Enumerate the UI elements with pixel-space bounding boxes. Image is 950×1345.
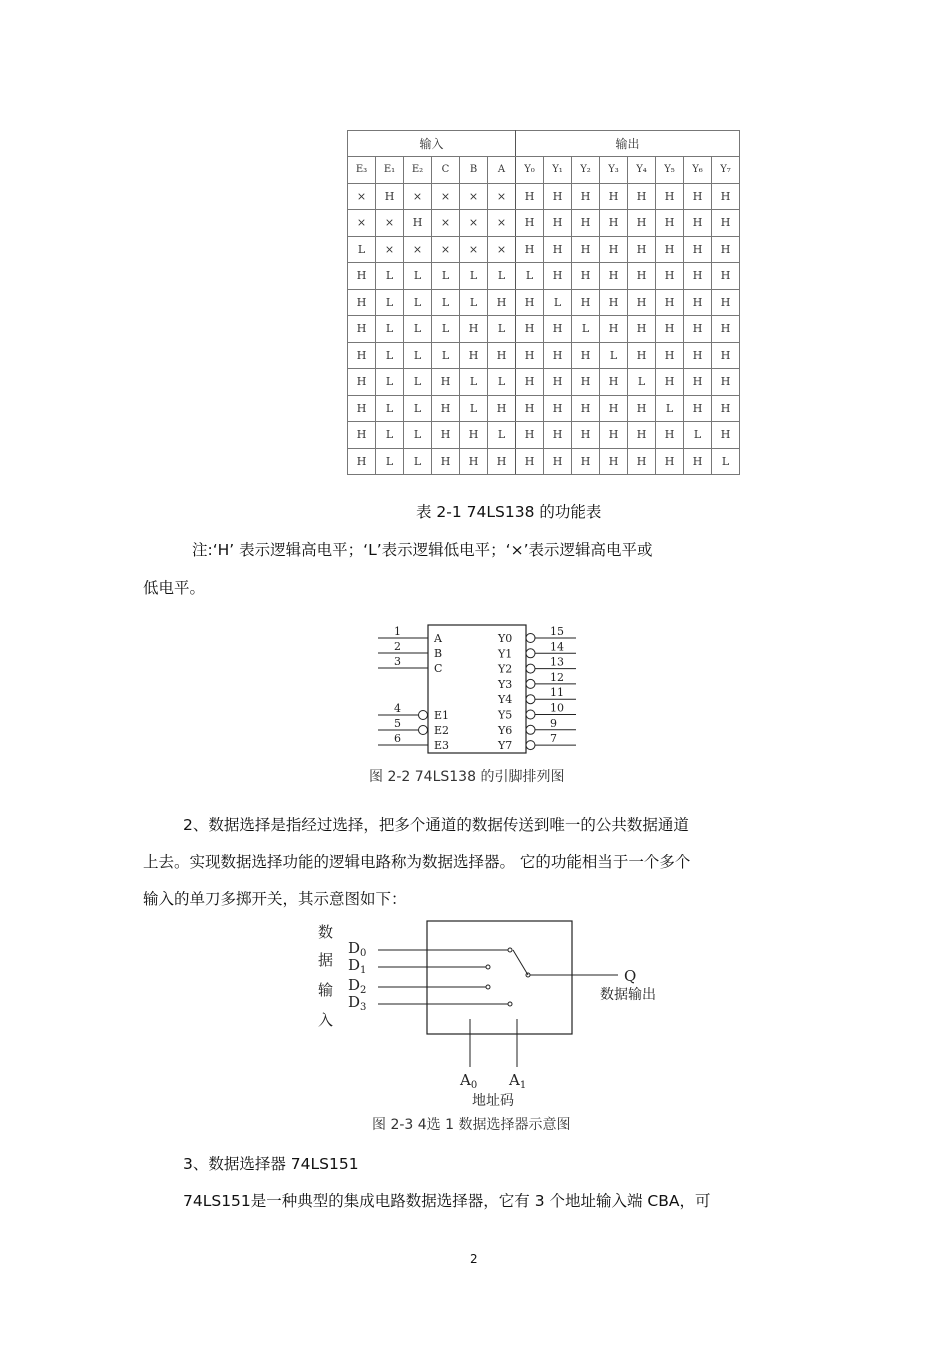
table-cell: L xyxy=(376,289,404,316)
table-row xyxy=(348,422,740,449)
truth-table-body xyxy=(348,183,740,475)
table-cell: H xyxy=(684,369,712,396)
table-cell: × xyxy=(488,183,516,210)
table-cell: H xyxy=(572,289,600,316)
table-cell: H xyxy=(684,210,712,237)
table-cell: L xyxy=(432,263,460,290)
pin-number: 4 xyxy=(394,702,401,715)
table-cell: × xyxy=(460,236,488,263)
pin-number: 6 xyxy=(394,732,401,745)
pin-number: 5 xyxy=(394,717,401,730)
table-cell: H xyxy=(544,183,572,210)
table-cell: L xyxy=(432,316,460,343)
table-cell: L xyxy=(544,289,572,316)
table-cell: H xyxy=(544,369,572,396)
table-cell: H xyxy=(488,448,516,475)
pin-number: 2 xyxy=(394,640,401,653)
column-header: Y₆ xyxy=(684,157,712,184)
table-cell: H xyxy=(460,448,488,475)
table-cell: L xyxy=(376,316,404,343)
table-cell: H xyxy=(460,342,488,369)
pin-number: 7 xyxy=(550,732,557,746)
table-cell: L xyxy=(404,342,432,369)
table-cell: H xyxy=(516,369,544,396)
input-contact xyxy=(508,1002,512,1006)
table-cell: H xyxy=(656,422,684,449)
input-contact xyxy=(486,965,490,969)
table-cell: H xyxy=(656,263,684,290)
table-cell: H xyxy=(572,210,600,237)
table-cell: H xyxy=(600,448,628,475)
pin-label: Y6 xyxy=(498,723,513,737)
table-cell: H xyxy=(684,395,712,422)
table-cell: L xyxy=(404,289,432,316)
side-label-char: 输 xyxy=(318,981,334,999)
table-cell: L xyxy=(376,422,404,449)
column-header: Y₂ xyxy=(572,157,600,184)
table-cell: H xyxy=(684,342,712,369)
table-row xyxy=(348,448,740,475)
table-cell: H xyxy=(460,316,488,343)
table-cell: H xyxy=(628,236,656,263)
column-header: Y₄ xyxy=(628,157,656,184)
table-cell: H xyxy=(684,316,712,343)
side-label-char: 入 xyxy=(318,1011,334,1029)
table-cell: H xyxy=(516,448,544,475)
inversion-bubble xyxy=(526,634,535,643)
table-cell: H xyxy=(488,395,516,422)
column-header: Y₀ xyxy=(516,157,544,184)
table-cell: × xyxy=(432,236,460,263)
table-cell: H xyxy=(628,422,656,449)
table-cell: H xyxy=(712,342,740,369)
pin-label: A xyxy=(434,632,442,645)
para3-heading: 3、数据选择器 74LS151 xyxy=(183,1155,359,1173)
table-cell: H xyxy=(600,263,628,290)
table-cell: H xyxy=(600,369,628,396)
table-cell: H xyxy=(516,236,544,263)
column-header: B xyxy=(460,157,488,184)
pin-label: Y5 xyxy=(498,708,513,722)
table-cell: H xyxy=(544,395,572,422)
table-cell: L xyxy=(460,369,488,396)
table-cell: × xyxy=(376,210,404,237)
table-cell: × xyxy=(348,183,376,210)
table-cell: H xyxy=(432,422,460,449)
table-cell: L xyxy=(488,316,516,343)
para2-line-1: 2、数据选择是指经过选择，把多个通道的数据传送到唯一的公共数据通道 xyxy=(183,816,689,834)
input-contact xyxy=(508,948,512,952)
table-row xyxy=(348,316,740,343)
address-a1: $A_1$ xyxy=(509,1071,527,1091)
pin-number: 10 xyxy=(550,701,564,715)
table-cell: H xyxy=(516,422,544,449)
table-row xyxy=(348,236,740,263)
pin-label: C xyxy=(434,662,443,675)
table-cell: × xyxy=(460,210,488,237)
table-cell: L xyxy=(712,448,740,475)
table-cell: H xyxy=(600,289,628,316)
table-cell: × xyxy=(348,210,376,237)
inversion-bubble xyxy=(419,711,428,720)
table-cell: H xyxy=(516,395,544,422)
table-cell: H xyxy=(572,395,600,422)
table-cell: H xyxy=(712,183,740,210)
address-a0: $A_0$ xyxy=(460,1071,478,1091)
table-cell: H xyxy=(348,448,376,475)
table-cell: H xyxy=(544,448,572,475)
pin-number: 15 xyxy=(550,625,564,638)
table-cell: L xyxy=(488,369,516,396)
pin-label: E2 xyxy=(434,724,450,737)
table-cell: H xyxy=(684,183,712,210)
table-cell: H xyxy=(544,236,572,263)
table-cell: L xyxy=(488,263,516,290)
table-cell: × xyxy=(432,210,460,237)
table-cell: L xyxy=(628,369,656,396)
side-label xyxy=(318,923,333,1029)
table-row xyxy=(348,289,740,316)
note-line-1: 注:‘H’ 表示逻辑高电平；‘L’表示逻辑低电平；‘×’表示逻辑高电平或 xyxy=(192,541,653,559)
table-cell: H xyxy=(572,448,600,475)
table-row xyxy=(348,210,740,237)
table-cell: H xyxy=(460,422,488,449)
table-cell: L xyxy=(684,422,712,449)
table-cell: H xyxy=(656,183,684,210)
table-cell: H xyxy=(656,342,684,369)
table-caption: 表 2-1 74LS138 的功能表 xyxy=(416,503,602,521)
pin-label: E3 xyxy=(434,739,450,752)
table-cell: × xyxy=(404,183,432,210)
table-cell: H xyxy=(712,210,740,237)
table-cell: H xyxy=(628,395,656,422)
pin-label: Y3 xyxy=(498,677,513,691)
side-label-char: 据 xyxy=(318,951,334,969)
table-cell: H xyxy=(572,183,600,210)
table-cell: L xyxy=(516,263,544,290)
column-header: Y₁ xyxy=(544,157,572,184)
column-header: Y₃ xyxy=(600,157,628,184)
table-cell: H xyxy=(628,448,656,475)
table-cell: H xyxy=(348,422,376,449)
para2-line-2: 上去。实现数据选择功能的逻辑电路称为数据选择器。 它的功能相当于一个多个 xyxy=(143,853,691,871)
table-cell: H xyxy=(544,263,572,290)
right-pins xyxy=(497,625,576,752)
table-cell: H xyxy=(656,289,684,316)
input-label: $D_2$ xyxy=(348,976,367,996)
column-header: C xyxy=(432,157,460,184)
table-cell: H xyxy=(348,342,376,369)
table-cell: × xyxy=(376,236,404,263)
table-cell: H xyxy=(572,369,600,396)
table-cell: × xyxy=(432,183,460,210)
table-cell: H xyxy=(516,316,544,343)
table-row xyxy=(348,395,740,422)
table-cell: L xyxy=(432,289,460,316)
table-cell: H xyxy=(628,316,656,343)
table-cell: H xyxy=(348,369,376,396)
column-header: E₃ xyxy=(348,157,376,184)
pin-label: Y7 xyxy=(498,739,513,753)
table-cell: H xyxy=(376,183,404,210)
table-cell: H xyxy=(712,263,740,290)
pinout-caption: 图 2-2 74LS138 的引脚排列图 xyxy=(369,769,565,785)
table-cell: H xyxy=(628,289,656,316)
table-cell: H xyxy=(348,316,376,343)
truth-table-74ls138 xyxy=(347,130,740,475)
table-cell: H xyxy=(488,342,516,369)
table-cell: L xyxy=(376,263,404,290)
table-cell: H xyxy=(572,342,600,369)
inversion-bubble xyxy=(526,741,535,750)
table-cell: H xyxy=(544,422,572,449)
table-cell: H xyxy=(684,448,712,475)
mux-caption: 图 2-3 4选 1 数据选择器示意图 xyxy=(372,1117,571,1133)
pin-label: Y4 xyxy=(498,693,513,707)
pin-number: 14 xyxy=(550,640,564,654)
input-contact xyxy=(486,985,490,989)
pin-label: E1 xyxy=(434,709,450,722)
table-row xyxy=(348,263,740,290)
table-cell: H xyxy=(712,422,740,449)
table-cell: L xyxy=(488,422,516,449)
column-header: A xyxy=(488,157,516,184)
pin-label: B xyxy=(434,647,443,660)
group-header-input: 输入 xyxy=(348,131,516,157)
table-cell: × xyxy=(404,236,432,263)
table-cell: L xyxy=(600,342,628,369)
table-cell: H xyxy=(600,210,628,237)
group-header-output: 输出 xyxy=(516,131,740,157)
table-cell: L xyxy=(432,342,460,369)
table-cell: H xyxy=(516,183,544,210)
table-cell: L xyxy=(348,236,376,263)
column-header: Y₅ xyxy=(656,157,684,184)
table-cell: L xyxy=(404,448,432,475)
pin-label: Y2 xyxy=(498,662,513,676)
side-label-char: 数 xyxy=(318,923,334,941)
table-cell: H xyxy=(432,448,460,475)
para3-line-1: 74LS151是一种典型的集成电路数据选择器，它有 3 个地址输入端 CBA，可 xyxy=(183,1192,711,1210)
page-number: 2 xyxy=(470,1252,478,1266)
table-cell: H xyxy=(516,289,544,316)
table-cell: H xyxy=(656,316,684,343)
input-label: $D_0$ xyxy=(348,939,367,959)
table-cell: H xyxy=(628,263,656,290)
table-cell: H xyxy=(712,236,740,263)
pin-label: Y1 xyxy=(498,647,513,661)
inversion-bubble xyxy=(526,679,535,688)
table-cell: H xyxy=(600,236,628,263)
table-cell: L xyxy=(404,316,432,343)
column-header: E₂ xyxy=(404,157,432,184)
table-cell: H xyxy=(656,210,684,237)
table-cell: H xyxy=(572,422,600,449)
note-line-2: 低电平。 xyxy=(143,579,206,597)
table-cell: H xyxy=(516,342,544,369)
table-cell: L xyxy=(404,422,432,449)
table-cell: H xyxy=(656,236,684,263)
table-cell: H xyxy=(544,316,572,343)
switch-arm xyxy=(513,950,528,975)
inversion-bubble xyxy=(526,695,535,704)
table-cell: L xyxy=(376,395,404,422)
table-cell: L xyxy=(656,395,684,422)
input-label: $D_3$ xyxy=(348,993,367,1013)
pin-number: 12 xyxy=(550,670,564,684)
table-cell: H xyxy=(572,263,600,290)
inversion-bubble xyxy=(526,649,535,658)
input-label: $D_1$ xyxy=(348,956,367,976)
table-cell: H xyxy=(712,395,740,422)
table-row xyxy=(348,369,740,396)
inversion-bubble xyxy=(419,726,428,735)
table-cell: H xyxy=(544,210,572,237)
output-label: 数据输出 xyxy=(600,987,656,1003)
table-cell: H xyxy=(684,289,712,316)
table-cell: H xyxy=(516,210,544,237)
table-cell: L xyxy=(460,289,488,316)
pin-number: 11 xyxy=(550,686,564,700)
table-cell: L xyxy=(404,263,432,290)
pin-label: Y0 xyxy=(498,632,513,645)
column-header: E₁ xyxy=(376,157,404,184)
para2-line-3: 输入的单刀多掷开关，其示意图如下： xyxy=(143,890,407,908)
table-cell: H xyxy=(628,183,656,210)
table-cell: H xyxy=(348,289,376,316)
table-cell: H xyxy=(712,369,740,396)
table-cell: H xyxy=(600,316,628,343)
table-row xyxy=(348,183,740,210)
table-cell: H xyxy=(572,236,600,263)
table-cell: × xyxy=(460,183,488,210)
pinout-diagram-74ls138 xyxy=(370,620,590,755)
table-cell: H xyxy=(488,289,516,316)
table-cell: H xyxy=(712,289,740,316)
pin-number: 1 xyxy=(394,625,401,638)
table-cell: L xyxy=(460,395,488,422)
table-cell: H xyxy=(628,342,656,369)
table-cell: H xyxy=(600,395,628,422)
left-pins xyxy=(378,625,449,752)
table-cell: L xyxy=(376,342,404,369)
table-cell: × xyxy=(488,236,516,263)
mux-diagram xyxy=(310,915,700,1110)
table-cell: × xyxy=(488,210,516,237)
pin-number: 3 xyxy=(394,655,401,668)
pin-number: 9 xyxy=(550,716,557,730)
address-label: 地址码 xyxy=(472,1093,514,1109)
table-cell: L xyxy=(572,316,600,343)
mux-inputs xyxy=(348,939,512,1013)
inversion-bubble xyxy=(526,664,535,673)
output-q: Q xyxy=(624,967,637,985)
column-header-row xyxy=(348,157,740,184)
table-row xyxy=(348,342,740,369)
inversion-bubble xyxy=(526,725,535,734)
table-cell: H xyxy=(656,369,684,396)
table-cell: H xyxy=(684,263,712,290)
mux-box xyxy=(427,921,572,1034)
table-cell: H xyxy=(404,210,432,237)
table-cell: L xyxy=(404,369,432,396)
table-cell: H xyxy=(348,395,376,422)
column-header: Y₇ xyxy=(712,157,740,184)
table-cell: H xyxy=(600,422,628,449)
table-cell: H xyxy=(656,448,684,475)
table-cell: H xyxy=(628,210,656,237)
inversion-bubble xyxy=(526,710,535,719)
table-cell: L xyxy=(460,263,488,290)
table-cell: H xyxy=(600,183,628,210)
table-cell: H xyxy=(544,342,572,369)
table-cell: H xyxy=(348,263,376,290)
table-cell: L xyxy=(404,395,432,422)
table-cell: H xyxy=(684,236,712,263)
table-cell: H xyxy=(432,369,460,396)
table-cell: H xyxy=(712,316,740,343)
table-cell: L xyxy=(376,369,404,396)
table-cell: L xyxy=(376,448,404,475)
pin-number: 13 xyxy=(550,655,564,669)
table-cell: H xyxy=(432,395,460,422)
